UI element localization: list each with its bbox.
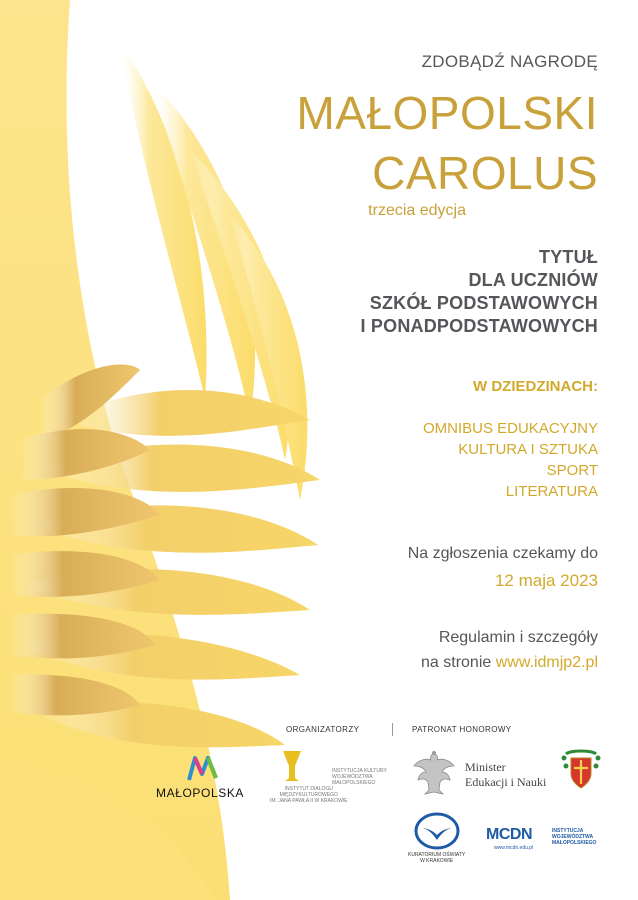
deadline-date: 12 maja 2023 xyxy=(494,571,598,590)
kuratorium-text xyxy=(408,852,465,864)
mcdn-url: www.mcdn.edu.pl xyxy=(494,845,534,851)
intro-text: ZDOBĄDŹ NAGRODĘ xyxy=(421,52,598,71)
malopolska-logo-icon xyxy=(186,754,222,782)
voivodeship-line: INSTYTUCJA xyxy=(552,828,584,834)
rules-prefix: na stronie xyxy=(421,654,492,671)
kuratorium-logo-icon xyxy=(414,812,460,850)
organizers-label: ORGANIZATORZY xyxy=(286,725,360,734)
institute-text-line: INSTYTUT DIALOGU xyxy=(284,786,333,792)
subtitle-line: I PONADPODSTAWOWYCH xyxy=(360,316,598,336)
culture-text-line: WOJEWÓDZTWA xyxy=(332,774,373,780)
rules-line: Regulamin i szczegóły xyxy=(438,629,598,646)
footer-divider xyxy=(392,723,393,736)
subtitle-line: DLA UCZNIÓW xyxy=(468,270,598,290)
rules-line-2 xyxy=(421,650,598,675)
institute-logo-icon xyxy=(282,750,302,782)
minister-text xyxy=(465,760,546,790)
culture-institution-text xyxy=(332,768,387,786)
institute-text-line: IM. JANA PAWŁA II W KRAKOWIE xyxy=(270,798,348,804)
field-item: LITERATURA xyxy=(505,483,598,500)
voivodeship-line: MAŁOPOLSKIEGO xyxy=(552,840,597,846)
title-line-1: MAŁOPOLSKI xyxy=(296,87,598,139)
rules-url-link[interactable]: www.idmjp2.pl xyxy=(495,654,598,671)
voivodeship-institution-text xyxy=(552,828,596,846)
rules-block xyxy=(421,625,598,675)
deadline-text: Na zgłoszenia czekamy do xyxy=(407,545,598,562)
fields-heading: W DZIEDZINACH: xyxy=(473,378,598,395)
field-item: OMNIBUS EDUKACYJNY xyxy=(422,420,598,437)
field-item: KULTURA I SZTUKA xyxy=(458,441,598,458)
culture-text-line: MAŁOPOLSKIEGO xyxy=(332,780,376,786)
field-item: SPORT xyxy=(546,462,598,479)
kuratorium-line: KURATORIUM OŚWIATY xyxy=(408,852,466,858)
edition-text: trzecia edycja xyxy=(368,202,466,219)
subtitle-line: SZKÓŁ PODSTAWOWYCH xyxy=(369,293,598,313)
kuratorium-line: W KRAKOWIE xyxy=(420,858,454,864)
institute-text-line: MIĘDZYKULTUROWEGO xyxy=(279,792,338,798)
minister-line: Minister xyxy=(465,760,506,774)
subtitle-block xyxy=(361,246,598,338)
subtitle-line: TYTUŁ xyxy=(539,247,598,267)
culture-text-line: INSTYTUCJA KULTURY xyxy=(332,768,387,774)
malopolska-logo-text: MAŁOPOLSKA xyxy=(156,786,245,800)
voivodeship-line: WOJEWÓDZTWA xyxy=(552,834,594,840)
minister-line: Edukacji i Nauki xyxy=(465,775,547,789)
mcdn-logo-text: MCDN xyxy=(486,826,532,843)
fields-list xyxy=(423,418,598,502)
eagle-emblem-icon xyxy=(412,750,456,796)
title-line-2: CAROLUS xyxy=(372,147,598,199)
coat-of-arms-icon xyxy=(560,748,602,792)
patronage-label: PATRONAT HONOROWY xyxy=(412,725,512,734)
institute-logo-text xyxy=(270,786,348,804)
